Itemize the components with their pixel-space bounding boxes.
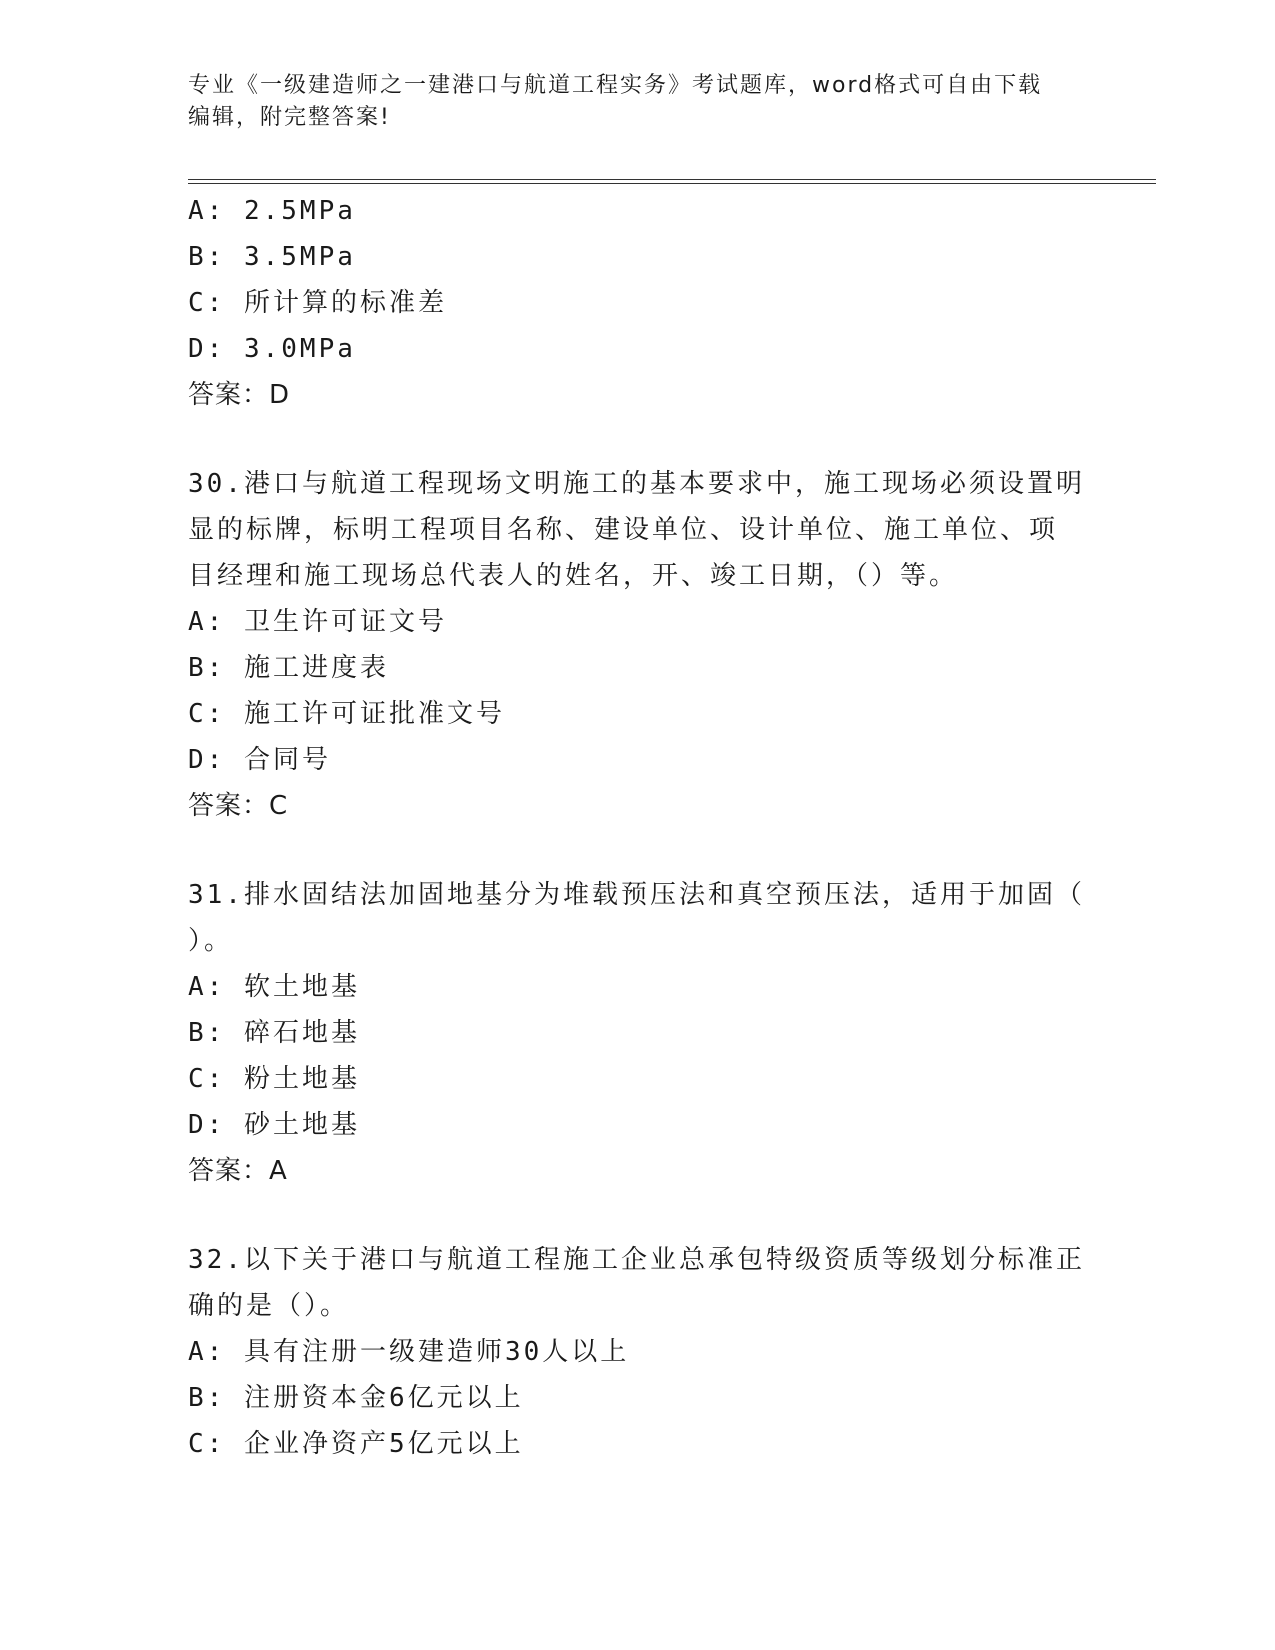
spacer [188, 1194, 1088, 1237]
spacer [188, 418, 1088, 461]
answer: 答案：A [188, 1156, 288, 1186]
document-header [188, 70, 1088, 134]
question-31 [188, 872, 1088, 1194]
option-c: C: 粉土地基 [188, 1064, 360, 1094]
header-line-1: 专业《一级建造师之一建港口与航道工程实务》考试题库，word格式可自由下载 [188, 73, 1043, 98]
option-c: C: 施工许可证批准文号 [188, 699, 505, 729]
option-d: D: 3.0MPa [188, 334, 356, 364]
option-a: A: 卫生许可证文号 [188, 607, 447, 637]
option-a: A: 具有注册一级建造师30人以上 [188, 1337, 630, 1367]
question-32 [188, 1237, 1088, 1467]
question-list [188, 188, 1088, 1467]
option-a: A: 软土地基 [188, 972, 360, 1002]
question-text: 确的是（）。 [188, 1291, 350, 1321]
header-divider-top [188, 179, 1156, 180]
question-text: 显的标牌，标明工程项目名称、建设单位、设计单位、施工单位、项 [188, 515, 1059, 545]
option-c: C: 企业净资产5亿元以上 [188, 1429, 524, 1459]
header-divider-bottom [188, 183, 1156, 184]
option-d: D: 合同号 [188, 745, 331, 775]
question-text: 31.排水固结法加固地基分为堆载预压法和真空预压法，适用于加固（ [188, 880, 1085, 910]
option-a: A: 2.5MPa [188, 196, 356, 226]
answer: 答案：C [188, 791, 289, 821]
option-b: B: 碎石地基 [188, 1018, 360, 1048]
question-text: ）。 [188, 926, 234, 956]
question-text: 32.以下关于港口与航道工程施工企业总承包特级资质等级划分标准正 [188, 1245, 1085, 1275]
option-b: B: 注册资本金6亿元以上 [188, 1383, 524, 1413]
question-text: 30.港口与航道工程现场文明施工的基本要求中，施工现场必须设置明 [188, 469, 1085, 499]
question-29 [188, 188, 1088, 418]
option-b: B: 施工进度表 [188, 653, 389, 683]
spacer [188, 829, 1088, 872]
option-b: B: 3.5MPa [188, 242, 356, 272]
answer: 答案：D [188, 380, 291, 410]
question-text: 目经理和施工现场总代表人的姓名，开、竣工日期，（）等。 [188, 561, 959, 591]
question-30 [188, 461, 1088, 829]
option-c: C: 所计算的标准差 [188, 288, 447, 318]
header-line-2: 编辑，附完整答案! [188, 105, 391, 130]
option-d: D: 砂土地基 [188, 1110, 360, 1140]
